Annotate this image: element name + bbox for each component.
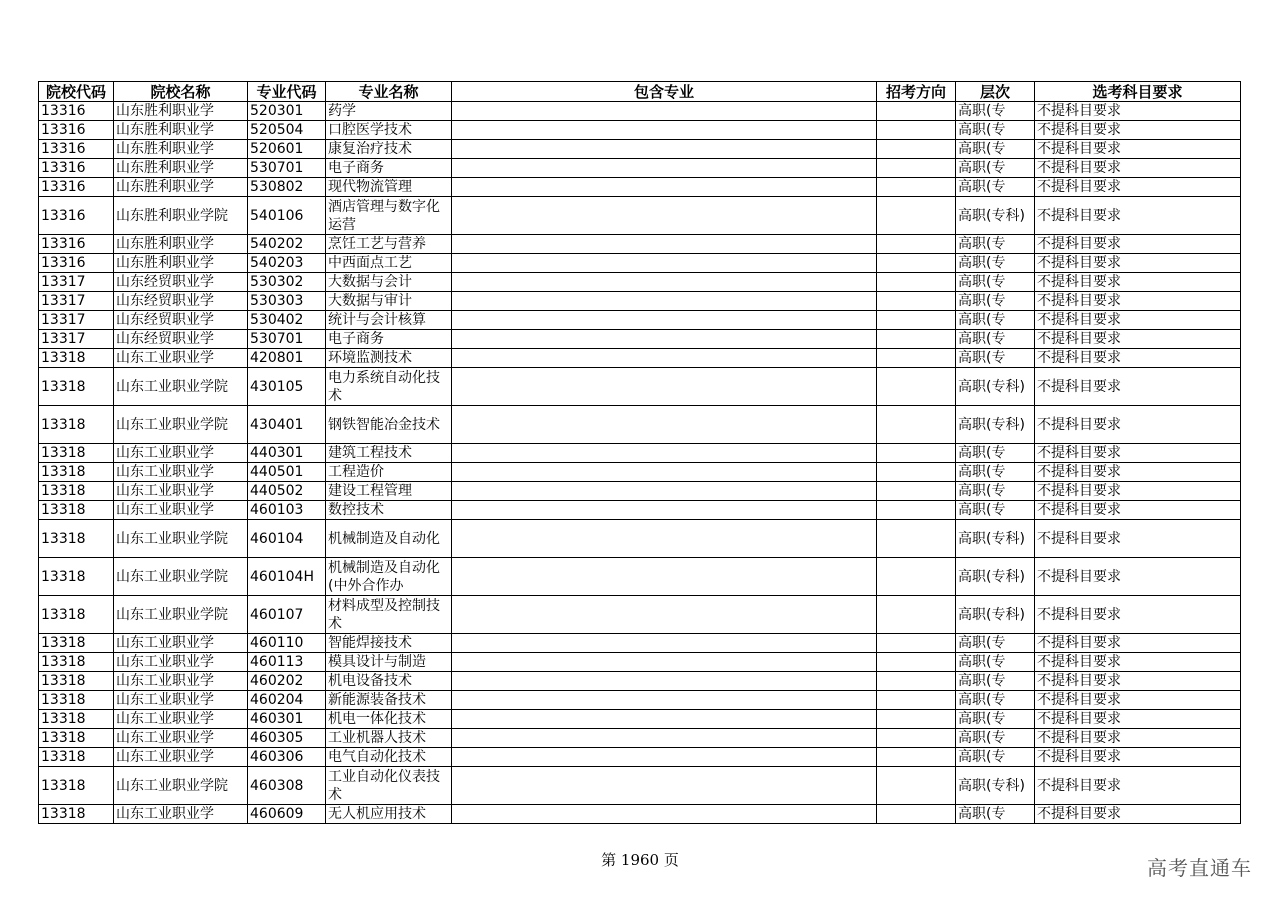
cell-included-majors [452,292,877,311]
table-row [39,444,1241,463]
cell-major-name: 电子商务 [326,159,452,178]
cell-level: 高职(专 [956,102,1035,121]
cell-direction [877,805,956,824]
table-row [39,729,1241,748]
cell-school-name: 山东工业职业学 [114,691,248,710]
cell-included-majors [452,273,877,292]
cell-school-name: 山东工业职业学 [114,349,248,368]
cell-school-name: 山东经贸职业学 [114,273,248,292]
cell-school-code: 13318 [39,463,114,482]
cell-major-name: 机械制造及自动化 [326,520,452,558]
cell-included-majors [452,235,877,254]
header-included-majors: 包含专业 [452,82,877,102]
cell-direction [877,482,956,501]
cell-level: 高职(专 [956,444,1035,463]
cell-major-code: 530303 [248,292,326,311]
cell-included-majors [452,254,877,273]
cell-school-code: 13318 [39,444,114,463]
cell-major-name: 口腔医学技术 [326,121,452,140]
cell-school-code: 13318 [39,349,114,368]
cell-school-code: 13316 [39,102,114,121]
cell-direction [877,368,956,406]
cell-included-majors [452,121,877,140]
cell-school-name: 山东胜利职业学 [114,102,248,121]
cell-school-name: 山东工业职业学 [114,672,248,691]
cell-major-name: 钢铁智能冶金技术 [326,406,452,444]
cell-direction [877,292,956,311]
cell-included-majors [452,159,877,178]
cell-major-name: 无人机应用技术 [326,805,452,824]
cell-school-name: 山东胜利职业学 [114,159,248,178]
cell-subject-requirement: 不提科目要求 [1035,311,1241,330]
cell-major-name: 电力系统自动化技术 [326,368,452,406]
cell-school-code: 13318 [39,558,114,596]
cell-subject-requirement: 不提科目要求 [1035,197,1241,235]
cell-included-majors [452,501,877,520]
cell-major-code: 420801 [248,349,326,368]
cell-major-code: 460301 [248,710,326,729]
cell-level: 高职(专科) [956,596,1035,634]
table-row [39,653,1241,672]
cell-school-code: 13317 [39,292,114,311]
cell-direction [877,330,956,349]
cell-subject-requirement: 不提科目要求 [1035,349,1241,368]
cell-level: 高职(专 [956,653,1035,672]
cell-school-name: 山东工业职业学院 [114,368,248,406]
cell-school-code: 13318 [39,482,114,501]
cell-level: 高职(专 [956,254,1035,273]
table-row [39,691,1241,710]
cell-major-name: 统计与会计核算 [326,311,452,330]
cell-school-code: 13318 [39,406,114,444]
table-row [39,767,1241,805]
cell-included-majors [452,406,877,444]
cell-included-majors [452,311,877,330]
table-row [39,406,1241,444]
cell-subject-requirement: 不提科目要求 [1035,805,1241,824]
cell-major-code: 460306 [248,748,326,767]
cell-included-majors [452,596,877,634]
cell-school-name: 山东工业职业学 [114,463,248,482]
table-row [39,672,1241,691]
cell-direction [877,349,956,368]
cell-school-code: 13318 [39,501,114,520]
table-row [39,463,1241,482]
cell-subject-requirement: 不提科目要求 [1035,254,1241,273]
cell-level: 高职(专 [956,235,1035,254]
cell-school-code: 13317 [39,273,114,292]
cell-school-name: 山东工业职业学 [114,729,248,748]
cell-school-name: 山东经贸职业学 [114,311,248,330]
cell-school-code: 13318 [39,634,114,653]
cell-included-majors [452,330,877,349]
cell-major-code: 540203 [248,254,326,273]
cell-school-name: 山东胜利职业学 [114,140,248,159]
cell-school-name: 山东胜利职业学 [114,254,248,273]
cell-level: 高职(专 [956,748,1035,767]
admissions-table [38,81,1241,824]
cell-direction [877,121,956,140]
cell-school-name: 山东工业职业学院 [114,520,248,558]
cell-subject-requirement: 不提科目要求 [1035,463,1241,482]
cell-direction [877,102,956,121]
cell-school-code: 13316 [39,178,114,197]
cell-school-name: 山东工业职业学 [114,501,248,520]
cell-subject-requirement: 不提科目要求 [1035,672,1241,691]
table-row [39,501,1241,520]
cell-major-name: 烹饪工艺与营养 [326,235,452,254]
cell-level: 高职(专科) [956,197,1035,235]
cell-school-code: 13318 [39,520,114,558]
cell-major-code: 430401 [248,406,326,444]
cell-direction [877,691,956,710]
cell-level: 高职(专 [956,501,1035,520]
cell-level: 高职(专 [956,634,1035,653]
table-row [39,482,1241,501]
cell-subject-requirement: 不提科目要求 [1035,710,1241,729]
header-school-code: 院校代码 [39,82,114,102]
cell-included-majors [452,140,877,159]
cell-school-name: 山东胜利职业学 [114,121,248,140]
page-number: 第 1960 页 [601,851,679,869]
cell-level: 高职(专 [956,463,1035,482]
cell-level: 高职(专 [956,710,1035,729]
cell-school-code: 13318 [39,672,114,691]
cell-major-code: 460305 [248,729,326,748]
cell-major-code: 460107 [248,596,326,634]
cell-major-name: 数控技术 [326,501,452,520]
cell-direction [877,140,956,159]
cell-subject-requirement: 不提科目要求 [1035,767,1241,805]
cell-subject-requirement: 不提科目要求 [1035,159,1241,178]
cell-included-majors [452,653,877,672]
cell-major-name: 智能焊接技术 [326,634,452,653]
cell-subject-requirement: 不提科目要求 [1035,140,1241,159]
cell-major-code: 530402 [248,311,326,330]
cell-school-name: 山东经贸职业学 [114,330,248,349]
table-row [39,102,1241,121]
cell-direction [877,520,956,558]
cell-direction [877,596,956,634]
cell-major-name: 大数据与会计 [326,273,452,292]
cell-major-code: 460308 [248,767,326,805]
cell-school-code: 13316 [39,254,114,273]
table-row [39,558,1241,596]
cell-school-name: 山东工业职业学 [114,634,248,653]
cell-school-code: 13318 [39,596,114,634]
cell-major-code: 530701 [248,159,326,178]
cell-major-name: 工程造价 [326,463,452,482]
cell-school-name: 山东工业职业学院 [114,406,248,444]
cell-school-code: 13318 [39,691,114,710]
cell-school-name: 山东工业职业学 [114,444,248,463]
cell-major-code: 460103 [248,501,326,520]
watermark: 高考直通车 [1147,856,1252,880]
cell-major-name: 康复治疗技术 [326,140,452,159]
cell-major-code: 440301 [248,444,326,463]
header-school-name: 院校名称 [114,82,248,102]
cell-included-majors [452,729,877,748]
cell-level: 高职(专 [956,482,1035,501]
table-row [39,349,1241,368]
cell-included-majors [452,805,877,824]
cell-included-majors [452,520,877,558]
cell-included-majors [452,197,877,235]
cell-level: 高职(专科) [956,558,1035,596]
table-row [39,254,1241,273]
cell-included-majors [452,102,877,121]
cell-school-name: 山东胜利职业学 [114,235,248,254]
cell-direction [877,311,956,330]
cell-major-code: 520601 [248,140,326,159]
cell-level: 高职(专 [956,311,1035,330]
cell-major-code: 460202 [248,672,326,691]
cell-subject-requirement: 不提科目要求 [1035,653,1241,672]
cell-direction [877,254,956,273]
cell-major-name: 新能源装备技术 [326,691,452,710]
cell-major-code: 460104 [248,520,326,558]
header-major-code: 专业代码 [248,82,326,102]
header-subject-requirement: 选考科目要求 [1035,82,1241,102]
cell-included-majors [452,672,877,691]
cell-direction [877,159,956,178]
cell-major-name: 环境监测技术 [326,349,452,368]
cell-school-code: 13318 [39,729,114,748]
cell-level: 高职(专科) [956,767,1035,805]
cell-level: 高职(专 [956,178,1035,197]
cell-major-code: 530302 [248,273,326,292]
cell-major-code: 460113 [248,653,326,672]
cell-direction [877,672,956,691]
cell-subject-requirement: 不提科目要求 [1035,406,1241,444]
cell-direction [877,273,956,292]
cell-subject-requirement: 不提科目要求 [1035,121,1241,140]
cell-school-code: 13316 [39,140,114,159]
cell-school-code: 13316 [39,197,114,235]
cell-school-name: 山东胜利职业学院 [114,197,248,235]
cell-major-code: 460110 [248,634,326,653]
cell-major-code: 530701 [248,330,326,349]
cell-included-majors [452,634,877,653]
table-row [39,805,1241,824]
table-row [39,197,1241,235]
cell-school-name: 山东工业职业学 [114,482,248,501]
cell-direction [877,178,956,197]
table-body [39,102,1241,824]
cell-school-name: 山东工业职业学 [114,748,248,767]
cell-included-majors [452,482,877,501]
cell-included-majors [452,178,877,197]
cell-level: 高职(专 [956,292,1035,311]
cell-subject-requirement: 不提科目要求 [1035,273,1241,292]
cell-subject-requirement: 不提科目要求 [1035,501,1241,520]
cell-major-name: 药学 [326,102,452,121]
cell-level: 高职(专 [956,273,1035,292]
table-row [39,330,1241,349]
cell-subject-requirement: 不提科目要求 [1035,520,1241,558]
cell-level: 高职(专 [956,121,1035,140]
table-row [39,292,1241,311]
cell-included-majors [452,558,877,596]
cell-subject-requirement: 不提科目要求 [1035,558,1241,596]
cell-major-name: 中西面点工艺 [326,254,452,273]
cell-direction [877,406,956,444]
cell-major-name: 建筑工程技术 [326,444,452,463]
cell-level: 高职(专 [956,691,1035,710]
cell-school-name: 山东胜利职业学 [114,178,248,197]
cell-included-majors [452,349,877,368]
table-row [39,273,1241,292]
cell-major-name: 电子商务 [326,330,452,349]
cell-included-majors [452,444,877,463]
cell-school-name: 山东工业职业学院 [114,596,248,634]
header-level: 层次 [956,82,1035,102]
cell-direction [877,501,956,520]
cell-level: 高职(专 [956,805,1035,824]
cell-school-code: 13316 [39,121,114,140]
cell-school-name: 山东工业职业学院 [114,767,248,805]
cell-subject-requirement: 不提科目要求 [1035,102,1241,121]
cell-level: 高职(专 [956,672,1035,691]
cell-direction [877,444,956,463]
cell-level: 高职(专 [956,140,1035,159]
cell-subject-requirement: 不提科目要求 [1035,330,1241,349]
cell-direction [877,558,956,596]
cell-major-name: 现代物流管理 [326,178,452,197]
cell-major-code: 520504 [248,121,326,140]
cell-level: 高职(专 [956,159,1035,178]
cell-major-code: 540202 [248,235,326,254]
cell-subject-requirement: 不提科目要求 [1035,444,1241,463]
cell-major-code: 440501 [248,463,326,482]
cell-school-code: 13318 [39,368,114,406]
header-row [39,82,1241,102]
cell-included-majors [452,767,877,805]
cell-major-name: 酒店管理与数字化运营 [326,197,452,235]
cell-subject-requirement: 不提科目要求 [1035,235,1241,254]
cell-major-code: 430105 [248,368,326,406]
cell-major-name: 电气自动化技术 [326,748,452,767]
cell-included-majors [452,368,877,406]
cell-level: 高职(专科) [956,368,1035,406]
cell-level: 高职(专科) [956,520,1035,558]
cell-major-name: 大数据与审计 [326,292,452,311]
table-row [39,235,1241,254]
cell-subject-requirement: 不提科目要求 [1035,691,1241,710]
cell-major-name: 模具设计与制造 [326,653,452,672]
cell-included-majors [452,691,877,710]
cell-direction [877,729,956,748]
table-row [39,178,1241,197]
cell-school-name: 山东经贸职业学 [114,292,248,311]
cell-level: 高职(专 [956,330,1035,349]
table-row [39,311,1241,330]
cell-subject-requirement: 不提科目要求 [1035,368,1241,406]
cell-school-code: 13318 [39,767,114,805]
cell-major-code: 520301 [248,102,326,121]
table-row [39,159,1241,178]
header-direction: 招考方向 [877,82,956,102]
cell-school-code: 13316 [39,159,114,178]
cell-direction [877,197,956,235]
cell-school-name: 山东工业职业学 [114,805,248,824]
cell-school-name: 山东工业职业学 [114,653,248,672]
cell-major-code: 460104H [248,558,326,596]
cell-subject-requirement: 不提科目要求 [1035,292,1241,311]
cell-major-code: 530802 [248,178,326,197]
cell-direction [877,767,956,805]
cell-subject-requirement: 不提科目要求 [1035,178,1241,197]
cell-major-name: 工业机器人技术 [326,729,452,748]
cell-subject-requirement: 不提科目要求 [1035,729,1241,748]
cell-direction [877,463,956,482]
cell-major-code: 460204 [248,691,326,710]
cell-included-majors [452,710,877,729]
table-row [39,520,1241,558]
cell-school-code: 13317 [39,330,114,349]
cell-school-name: 山东工业职业学 [114,710,248,729]
cell-major-name: 机电设备技术 [326,672,452,691]
cell-school-code: 13318 [39,748,114,767]
cell-school-code: 13318 [39,805,114,824]
cell-subject-requirement: 不提科目要求 [1035,634,1241,653]
cell-major-name: 机电一体化技术 [326,710,452,729]
cell-subject-requirement: 不提科目要求 [1035,748,1241,767]
cell-level: 高职(专 [956,349,1035,368]
cell-included-majors [452,748,877,767]
cell-level: 高职(专 [956,729,1035,748]
header-major-name: 专业名称 [326,82,452,102]
cell-school-code: 13318 [39,653,114,672]
cell-major-code: 440502 [248,482,326,501]
cell-school-code: 13318 [39,710,114,729]
table-row [39,121,1241,140]
cell-major-name: 机械制造及自动化(中外合作办 [326,558,452,596]
cell-school-name: 山东工业职业学院 [114,558,248,596]
table-row [39,634,1241,653]
table-row [39,368,1241,406]
cell-direction [877,634,956,653]
cell-major-name: 工业自动化仪表技术 [326,767,452,805]
table-row [39,596,1241,634]
cell-major-code: 540106 [248,197,326,235]
cell-level: 高职(专科) [956,406,1035,444]
cell-major-code: 460609 [248,805,326,824]
cell-subject-requirement: 不提科目要求 [1035,596,1241,634]
cell-included-majors [452,463,877,482]
cell-major-name: 材料成型及控制技术 [326,596,452,634]
table-row [39,140,1241,159]
cell-direction [877,653,956,672]
table-row [39,710,1241,729]
table-row [39,748,1241,767]
cell-subject-requirement: 不提科目要求 [1035,482,1241,501]
cell-major-name: 建设工程管理 [326,482,452,501]
cell-direction [877,748,956,767]
cell-direction [877,235,956,254]
cell-school-code: 13317 [39,311,114,330]
cell-direction [877,710,956,729]
cell-school-code: 13316 [39,235,114,254]
